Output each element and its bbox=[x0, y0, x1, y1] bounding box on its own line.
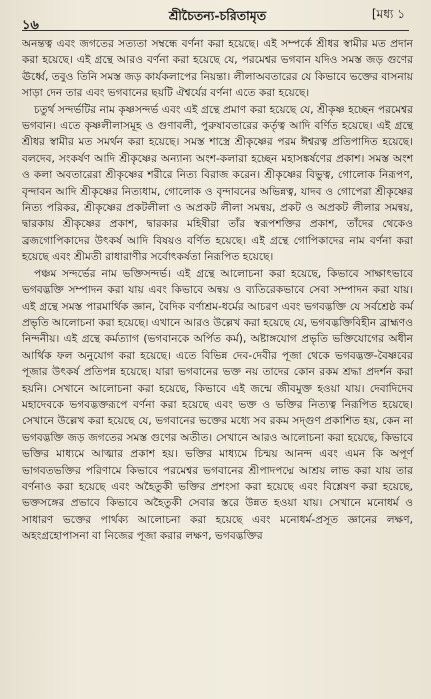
paragraph-3: পঞ্চম সন্দর্ভের নাম ভক্তিসন্দর্ভ। এই গ্রন্থে আলোচনা করা হয়েছে, কিভাবে সাক্ষাৎভাবে ভগবদ্ভক্তি সম্পাদন করা যায় এবং কিভাবে অন্বয় ও ব্যতিরেকভাবে সেবা সম্পাদন করা যায়। এই গ্রন্থে সমস্ত পারমার্থিক জ্ঞান, বৈদিক বর্ণাশ্রম-ধর্মের আচরণ এবং ভগবদ্ভক্তি যে সর্বশ্রেষ্ঠ কর্ম প্রভৃতি আলোচনা করা হয়েছে। এখানে আরও উল্লেখ করা হয়েছে যে, ভগবদ্ভক্তিবিহীন ব্রাহ্মণও নিন্দনীয়। এই গ্রন্থে কর্মত্যাগ (ভগবানকে অর্পিত কর্ম), অষ্টাঙ্গযোগ প্রভৃতি ভক্তিযোগের অধীন আর্থিক ফল অনুযোগ করা হয়েছে। এতে বিভিন্ন দেব-দেবীর পূজা থেকে ভগবদ্ভক্ত-বৈষ্ণবের পূজার উৎকর্ষ প্রতিপন্ন হয়েছে। যারা ভগবানের ভক্ত নয় তাদের কোন রকম শ্রদ্ধা প্রদর্শন করা হয়নি। সেখানে আলোচনা করা হয়েছে, কিভাবে এই জন্মে জীবমুক্ত হওয়া যায়। দেবাদিদেব মহাদেবকে ভগবদ্ভক্তরূপে বর্ণনা করা হয়েছে এবং ভক্ত ও ভক্তির নিত্যত্ব নিরূপিত হয়েছে। সেখানে উল্লেখ করা হয়েছে যে, ভগবানের ভক্তের মধ্যে সব রকম সদ্গুণ প্রকাশিত হয়, কেন না ভগবদ্ভক্তি জড় জগতের সমস্ত গুণের অতীত। সেখানে আরও আলোচনা করা হয়েছে, কিভাবে ভক্তির মাধ্যমে আত্মার প্রকাশ হয়। ভক্তির মাধ্যমে চিন্ময় আনন্দ এবং এমন কি অপূর্ণ ভাগবতভক্তির পরিণামে কিভাবে পরমেশ্বর ভগবানের শ্রীপাদপদ্মে আশ্রয় লাভ করা যায় তার বর্ণনাও করা হয়েছে এবং অহৈতুকী ভক্তির প্রশংসা করা হয়েছে এবং বিশ্লেষণ করা হয়েছে, ভক্তসঙ্গের প্রভাবে কিভাবে অহৈতুকী সেবার স্তরে উন্নত হওয়া যায়। সেখানে মনোধর্ম ও সাধারণ ভক্তের পার্থক্য আলোচনা করা হয়েছে এবং মনোধর্ম-প্রসূত জ্ঞানের লক্ষণ, অহংগ্রহোপাসনা বা নিজের পূজা করার লক্ষণ, ভগবদ্ভক্তির bbox=[22, 267, 413, 543]
running-title: শ্রীচৈতন্য-চরিতামৃত bbox=[168, 8, 267, 23]
paragraph-2: চতুর্থ সন্দর্ভটির নাম কৃষ্ণসন্দর্ভ এবং এই গ্রন্থে প্রমাণ করা হয়েছে যে, শ্রীকৃষ্ণ হচ্ছেন পরমেশ্বর ভগবান। এতে কৃষ্ণলীলাসমূহ ও গুণাবলী, পুরুষাবতারের কর্তৃত্ব আদি বর্ণিত হয়েছে। এই গ্রন্থে শ্রীধর স্বামীর মত সমর্থন করা হয়েছে। সমস্ত শাস্ত্রে শ্রীকৃষ্ণের পরম ঈশ্বরত্ব প্রতিপাদিত হয়েছে। বলদেব, সংকর্ষণ আদি শ্রীকৃষ্ণের অন্যান্য অংশ-কলারা হচ্ছেন মহাসঙ্কর্ষণের প্রকাশ। সমস্ত অংশ ও কলা অবতারেরা শ্রীকৃষ্ণের শরীরে নিত্য বিরাজ করেন। শ্রীকৃষ্ণের বিভুত্ব, গোলোক নিরূপণ, বৃন্দাবন আদি শ্রীকৃষ্ণের নিত্যধাম, গোলোক ও বৃন্দাবনের অভিন্নত্ব, যাদব ও গোপেরা শ্রীকৃষ্ণের নিত্য পরিকর, শ্রীকৃষ্ণের প্রকটলীলা ও অপ্রকট লীলা সমন্বয়, প্রকট ও অপ্রকট লীলার সমন্বয়, দ্বারকায় শ্রীকৃষ্ণের প্রকাশ, দ্বারকার মহিষীরা তাঁর স্বরূপশক্তির প্রকাশ, তাঁদের থেকেও ব্রজগোপিকাদের উৎকর্ষ আদি বিষয়ও বর্ণিত হয়েছে। এই গ্রন্থে গোপিকাদের নাম বর্ণনা করা হয়েছে এবং শ্রীমতী রাধারাণীর সর্বোৎকর্ষতা নিরূপিত হয়েছে। bbox=[22, 103, 413, 264]
paragraph-1: অনন্তত্ব এবং জগতের সত্যতা সম্বন্ধে বর্ণনা করা হয়েছে। এই সম্পর্কে শ্রীধর স্বামীর মত প্রদান করা হয়েছে। এই গ্রন্থে আরও বর্ণনা করা হয়েছে যে, পরমেশ্বর ভগবান যদিও সমস্ত জড় গুণের ঊর্ধ্বে, তবুও তিনি সমস্ত জড় কার্যকলাপের নিয়ন্তা। লীলাঅবতারের যে কিভাবে ভক্তের বাসনায় সাড়া দেন তার এবং ভগবানের ছয়টি ঐশ্বর্যের বর্ণনা এতে করা হয়েছে। bbox=[22, 38, 413, 100]
body-text bbox=[22, 36, 413, 545]
page-number: ১৬ bbox=[22, 18, 39, 33]
page-header bbox=[22, 6, 413, 36]
section-tag: [মধ্য ১ bbox=[371, 7, 405, 21]
header-rule bbox=[22, 30, 409, 31]
